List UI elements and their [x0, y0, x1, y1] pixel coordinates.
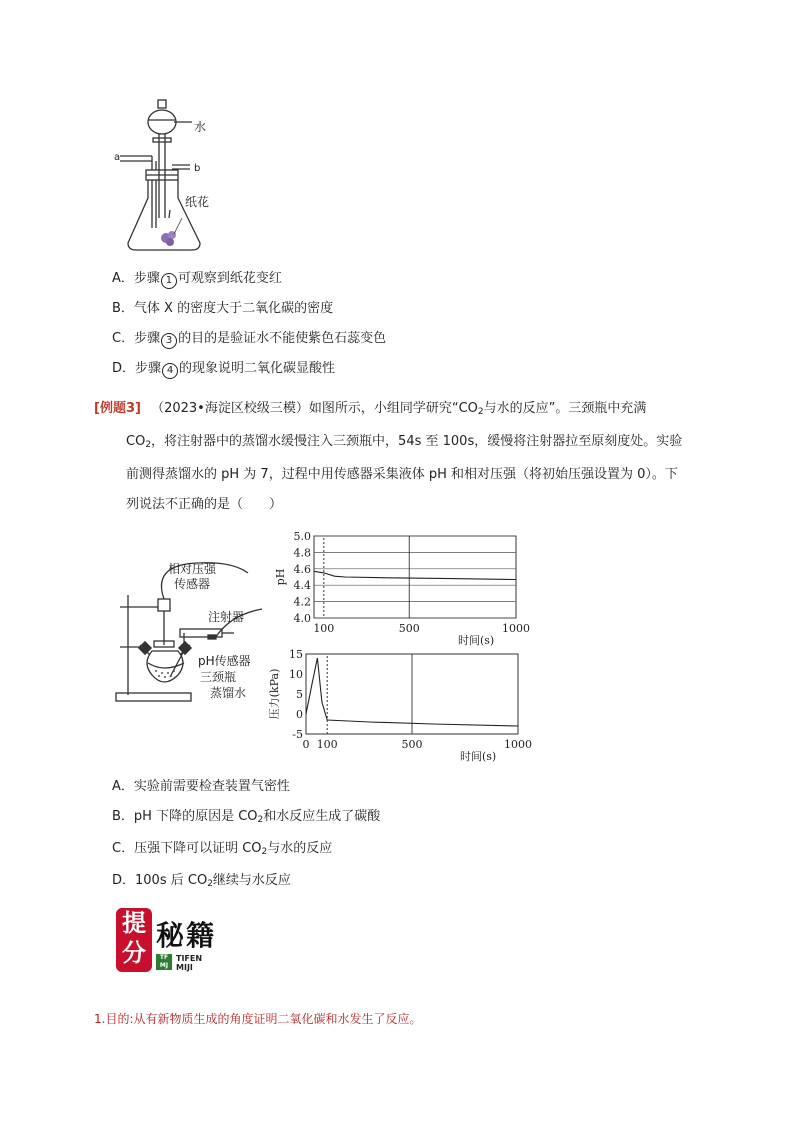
q2-option-a: A．实验前需要检查装置气密性: [112, 779, 290, 794]
x-tick-label: 100: [316, 738, 338, 751]
y-tick-label: 4.2: [293, 595, 311, 609]
step-number-circle: 4: [162, 363, 178, 379]
three-neck-flask-label: 三颈瓶: [200, 670, 237, 684]
y-axis-label: pH: [274, 568, 287, 586]
y-axis-label: 压力(kPa): [268, 668, 281, 720]
logo-english: TIFEN MIJI: [176, 954, 203, 972]
q2-option-c: C．压强下降可以证明 $CO_2$与水的反应: [112, 841, 333, 857]
logo-script: 秘籍: [156, 919, 217, 952]
tifen-miji-logo: [116, 908, 236, 978]
y-tick-label: 10: [289, 668, 303, 681]
example3-line1: [例题3] （2023•海淀区校级三模）如图所示，小组同学研究“$CO_2$与水的反应”。三颈瓶中充满: [94, 401, 647, 417]
q1-option-c: C．步骤 3 的目的是验证水不能使紫色石蕊变色: [112, 330, 386, 349]
x-tick-label: 500: [398, 622, 420, 635]
x-axis-label: 时间(s): [460, 750, 497, 763]
y-tick-label: 4.8: [293, 546, 311, 560]
y-tick-label: 0: [296, 708, 303, 721]
series-line: [314, 571, 516, 579]
tube-a-label: a: [114, 152, 121, 163]
distilled-water-label: 蒸馏水: [210, 686, 247, 700]
example3-body: $CO_2$，将注射器中的蒸馏水缓慢注入三颈瓶中，54s 至 100s，缓慢将注射器拉至原刻度处。实验 前测得蒸馏水的 pH 为 7，过程中用传感器采集液体 pH 和相对压强（将初始压强设置为 0）。下 列说法不正确的是（ ）: [126, 434, 683, 512]
y-tick-label: 4.4: [293, 579, 311, 593]
syringe-label: 注射器: [208, 610, 245, 624]
pressure-sensor-label-1: 相对压强: [168, 562, 217, 576]
q1-option-a: A．步骤 1 可观察到纸花变红: [112, 270, 282, 289]
logo-seal: 提 分: [116, 908, 152, 972]
q1-option-b: B．气体 X 的密度大于二氧化碳的密度: [112, 301, 334, 316]
q2-option-b: B．pH 下降的原因是 $CO_2$和水反应生成了碳酸: [112, 809, 381, 825]
y-tick-label: 5: [296, 688, 303, 701]
paper-flower-label: 纸花: [185, 195, 210, 209]
tube-b-label: b: [194, 163, 201, 174]
q1-option-d: D．步骤 4 的现象说明二氧化碳显酸性: [112, 360, 335, 379]
logo-badge: TF MJ: [156, 954, 172, 970]
three-neck-flask-apparatus: [112, 555, 282, 710]
step-number-circle: 3: [161, 333, 177, 349]
x-tick-label: 100: [313, 622, 335, 635]
water-label: 水: [194, 120, 207, 134]
x-tick-label: 1000: [504, 738, 532, 751]
pressure-chart: [268, 648, 532, 763]
ph-sensor-label: pH传感器: [198, 654, 251, 668]
y-tick-label: 4.0: [293, 612, 311, 625]
y-tick-label: 5.0: [293, 530, 311, 543]
purpose-note: 1.目的:从有新物质生成的角度证明二氧化碳和水发生了反应。: [94, 1012, 422, 1026]
q2-option-d: D．100s 后 $CO_2$继续与水反应: [112, 873, 291, 889]
ph-chart: [270, 528, 530, 646]
step-number-circle: 1: [161, 273, 177, 289]
x-tick-label: 500: [401, 738, 423, 751]
y-tick-label: 4.6: [293, 562, 311, 576]
x-tick-label: 1000: [502, 622, 530, 635]
example-tag: [例题3]: [94, 401, 141, 416]
flask-apparatus-figure: [108, 98, 228, 256]
x-axis-label: 时间(s): [458, 634, 495, 647]
y-tick-label: 15: [289, 648, 303, 661]
x-tick-label: 0: [302, 738, 310, 751]
pressure-sensor-label-2: 传感器: [174, 577, 211, 591]
y-tick-label: -5: [292, 728, 303, 741]
